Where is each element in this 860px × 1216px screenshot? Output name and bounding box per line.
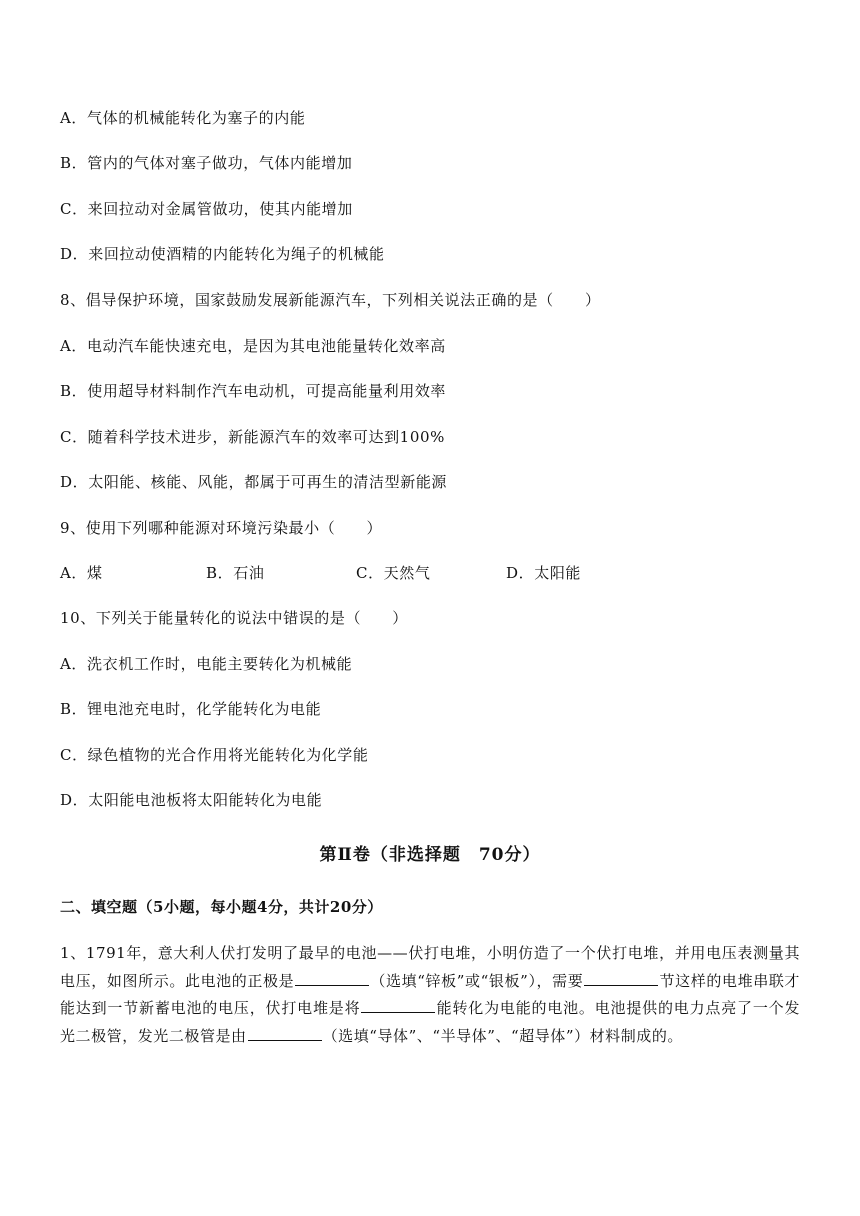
fill-q1-text-1: 1、1791年，意大利人伏打发明了最早的电池——伏打电堆，小明仿造了一个伏打电堆，并用电压表测量其电压，如图所示。此电池的正极是 <box>60 944 800 990</box>
q9-options-row <box>60 562 780 584</box>
q9-stem: 9、使用下列哪种能源对环境污染最小（ ） <box>60 519 383 537</box>
fill-q1-text-5: （选填“导体”、“半导体”、“超导体”）材料制成的。 <box>322 1026 683 1045</box>
q8-option-d: D．太阳能、核能、风能，都属于可再生的清洁型新能源 <box>60 473 448 491</box>
fill-question-1 <box>60 940 800 1050</box>
answer-blank-3[interactable] <box>361 998 435 1013</box>
q10-option-a: A．洗衣机工作时，电能主要转化为机械能 <box>60 655 353 673</box>
fill-q1-text-2: （选填“锌板”或“银板”），需要 <box>370 971 584 990</box>
q9-option-d: D．太阳能 <box>506 564 582 582</box>
answer-blank-4[interactable] <box>248 1026 322 1041</box>
q10-option-d: D．太阳能电池板将太阳能转化为电能 <box>60 791 323 809</box>
answer-blank-1[interactable] <box>295 971 369 986</box>
q9-option-c: C．天然气 <box>356 564 431 582</box>
q9-option-a: A．煤 <box>60 564 103 582</box>
q8-stem: 8、倡导保护环境，国家鼓励发展新能源汽车，下列相关说法正确的是（ ） <box>60 291 601 309</box>
q8-option-c: C．随着科学技术进步，新能源汽车的效率可达到100% <box>60 428 445 446</box>
fill-q1-text-3: 节这样的电堆串联才能达到一节新蓄电池的电压，伏打电堆是将 <box>60 971 800 1017</box>
q7-option-a: A．气体的机械能转化为塞子的内能 <box>60 109 306 127</box>
q7-option-b: B．管内的气体对塞子做功，气体内能增加 <box>60 154 353 172</box>
q8-option-b: B．使用超导材料制作汽车电动机，可提高能量利用效率 <box>60 382 447 400</box>
q10-option-b: B．锂电池充电时，化学能转化为电能 <box>60 700 322 718</box>
q10-stem: 10、下列关于能量转化的说法中错误的是（ ） <box>60 609 408 627</box>
q10-option-c: C．绿色植物的光合作用将光能转化为化学能 <box>60 746 369 764</box>
q7-option-d: D．来回拉动使酒精的内能转化为绳子的机械能 <box>60 245 385 263</box>
q8-option-a: A．电动汽车能快速充电，是因为其电池能量转化效率高 <box>60 337 446 355</box>
fill-q1-text-4: 能转化为电能的电池。电池提供的电力点亮了一个发光二极管，发光二极管是由 <box>60 999 801 1045</box>
q7-option-c: C．来回拉动对金属管做功，使其内能增加 <box>60 200 353 218</box>
part-two-title: 第Ⅱ卷（非选择题 70分） <box>319 845 541 865</box>
answer-blank-2[interactable] <box>584 971 658 986</box>
q9-option-b: B．石油 <box>206 564 265 582</box>
section-two-title: 二、填空题（5小题，每小题4分，共计20分） <box>60 898 383 916</box>
